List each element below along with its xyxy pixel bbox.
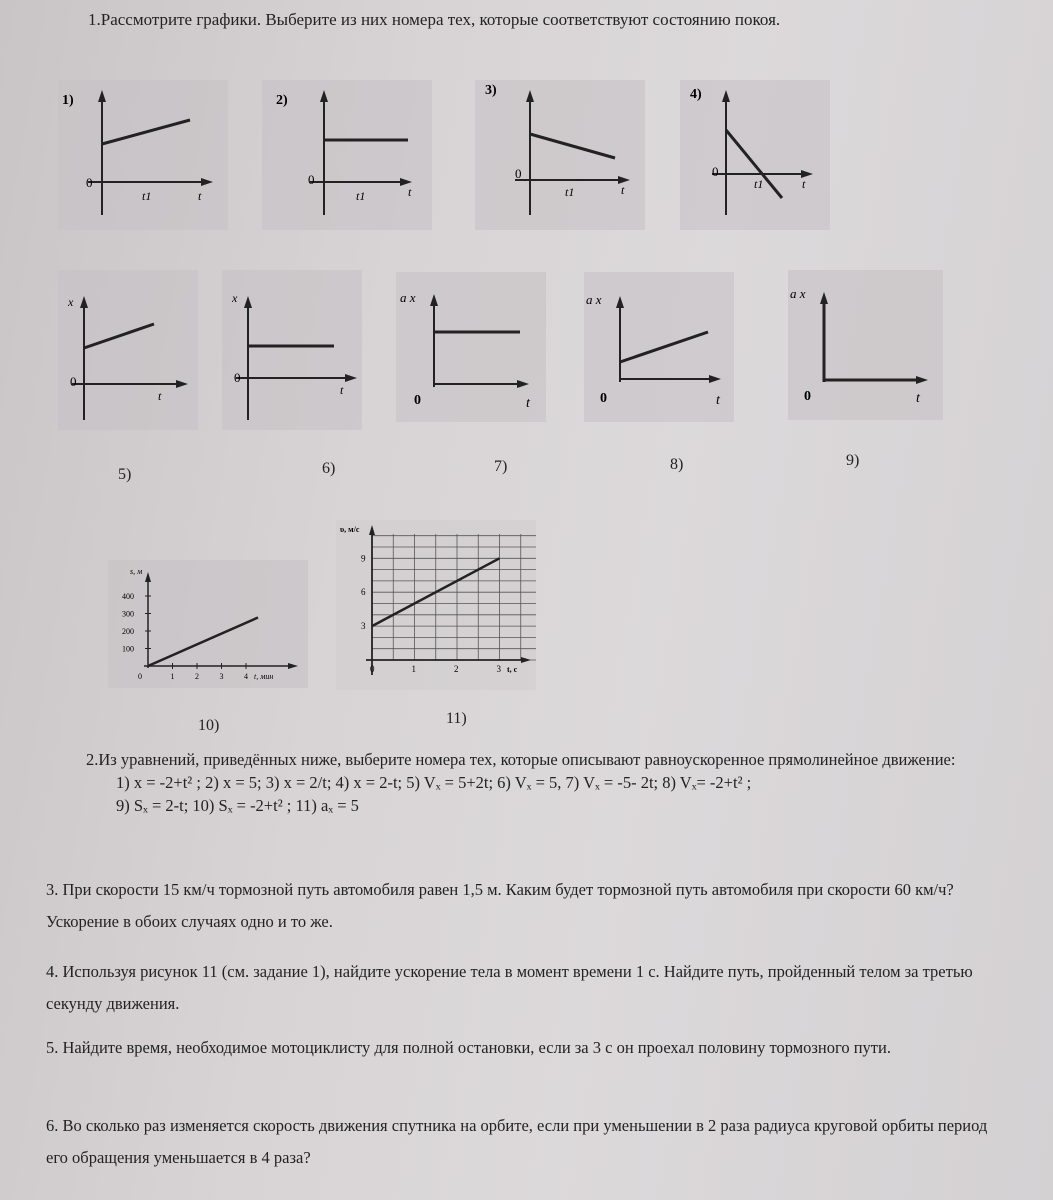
graph-11-xtick-label: 3: [496, 664, 501, 674]
graph-11-xtick-label: 2: [454, 664, 459, 674]
graph-10-num: 10): [198, 717, 220, 734]
graph-8: [584, 272, 734, 422]
graph-10-ylabel: s, м: [130, 567, 143, 576]
graph-10-ytick-label: 200: [122, 627, 134, 636]
graph-10-xtick-label: 2: [195, 672, 199, 681]
task4-text: 4. Используя рисунок 11 (см. задание 1), найдите ускорение тела в момент времени 1 с. Найдите путь, пройденный телом за третью секунду движения.: [46, 962, 973, 1013]
graph-10-xtick-label: 3: [219, 672, 224, 681]
task3-text: 3. При скорости 15 км/ч тормозной путь автомобиля равен 1,5 м. Каким будет тормозной путь автомобиля при скорости 60 км/ч? Ускорение в обоих случаях одно и то же.: [46, 880, 954, 931]
graph-7: [396, 272, 546, 422]
graph-11-num: 11): [446, 710, 467, 727]
graph-9-xlabel: t: [916, 391, 920, 406]
graph-3-tick: t1: [565, 185, 575, 199]
graph-5-xlabel: t: [158, 389, 162, 403]
graph-4-xlabel: t: [802, 177, 806, 191]
task2: [86, 748, 986, 817]
graph-2-tick: t1: [356, 189, 366, 203]
graph-3-origin: 0: [515, 166, 522, 181]
graph-1: [58, 80, 228, 230]
graph-10-xtick-label: 1: [170, 672, 175, 681]
graph-2: [262, 80, 432, 230]
graph-8-ylabel: a x: [586, 292, 602, 307]
graph-8-num: 8): [670, 456, 684, 473]
graph-2-num: 2): [276, 93, 288, 108]
graph-6-num: 6): [322, 460, 336, 477]
graph-6-origin: 0: [234, 370, 241, 385]
task6-text: 6. Во сколько раз изменяется скорость движения спутника на орбите, если при уменьшении в 2 раза радиуса круговой орбиты период его обращения уменьшается в 4 раза?: [46, 1116, 988, 1167]
graph-10-ytick-label: 100: [122, 644, 134, 654]
graph-2-origin: 0: [308, 172, 315, 187]
graph-11-ytick-label: 6: [361, 587, 366, 598]
graph-10-xtick-label: 0: [138, 672, 142, 681]
graph-6-xlabel: t: [340, 383, 344, 397]
graph-8-xlabel: t: [716, 393, 720, 408]
graph-3-num: 3): [485, 83, 497, 98]
graph-2-xlabel: t: [408, 185, 412, 199]
graph-11-ylabel: υ, м/с: [340, 525, 360, 534]
graph-11-ytick-label: 9: [361, 553, 366, 564]
graph-5-ylabel: x: [68, 295, 74, 309]
graph-4-num: 4): [690, 87, 702, 102]
graph-7-origin: 0: [414, 393, 421, 408]
graph-3: [475, 80, 645, 230]
graph-1-origin: 0: [86, 175, 93, 190]
graph-8-origin: 0: [600, 391, 607, 406]
graph-7-num: 7): [494, 458, 508, 475]
graph-11-xtick-label: 0: [370, 664, 375, 674]
task2-equations-line1: 1) x = -2+t² ; 2) x = 5; 3) x = 2/t; 4) x = 2-t; 5) Vₓ = 5+2t; 6) Vₓ = 5, 7) Vₓ = -5- 2t; 8) Vₓ= -2+t² ;: [116, 773, 752, 792]
graph-5-origin: 0: [70, 374, 77, 389]
task5-text: 5. Найдите время, необходимое мотоциклисту для полной остановки, если за 3 с он проехал половину тормозного пути.: [46, 1038, 891, 1057]
graph-6-ylabel: x: [232, 291, 238, 305]
graph-11-xtick-label: 1: [411, 664, 416, 674]
graph-9-ylabel: a x: [790, 286, 806, 301]
graph-9-num: 9): [846, 452, 860, 469]
task1-text: 1.Рассмотрите графики. Выберите из них номера тех, которые соответствуют состоянию покоя.: [88, 10, 781, 29]
graph-9: [788, 270, 943, 420]
graph-1-xlabel: t: [198, 189, 202, 203]
graph-4-tick: t1: [754, 177, 764, 191]
task2-intro: 2.Из уравнений, приведённых ниже, выберите номера тех, которые описывают равноускоренное прямолинейное движение:: [86, 750, 956, 769]
graph-5: [58, 270, 198, 430]
graph-10-xtick-label: 4: [244, 672, 248, 681]
task2-equations-line2: 9) Sₓ = 2-t; 10) Sₓ = -2+t² ; 11) aₓ = 5: [116, 796, 359, 815]
graph-7-xlabel: t: [526, 396, 530, 411]
graph-4-origin: 0: [712, 164, 719, 179]
graph-7-ylabel: a x: [400, 290, 416, 305]
graph-9-origin: 0: [804, 389, 811, 404]
graph-10-xlabel: t, мин: [254, 672, 274, 681]
graph-11: [336, 520, 536, 690]
graph-1-num: 1): [62, 93, 74, 108]
graph-11-ytick-label: 3: [361, 621, 366, 632]
graph-10: [108, 560, 308, 688]
graph-1-tick: t1: [142, 189, 152, 203]
graph-4: [680, 80, 830, 230]
graph-11-xlabel: t, с: [507, 665, 518, 674]
graph-10-ytick-label: 300: [122, 609, 134, 619]
graph-10-ytick-label: 400: [122, 592, 134, 601]
graph-6: [222, 270, 362, 430]
graph-5-num: 5): [118, 466, 132, 483]
graph-3-xlabel: t: [621, 183, 625, 197]
